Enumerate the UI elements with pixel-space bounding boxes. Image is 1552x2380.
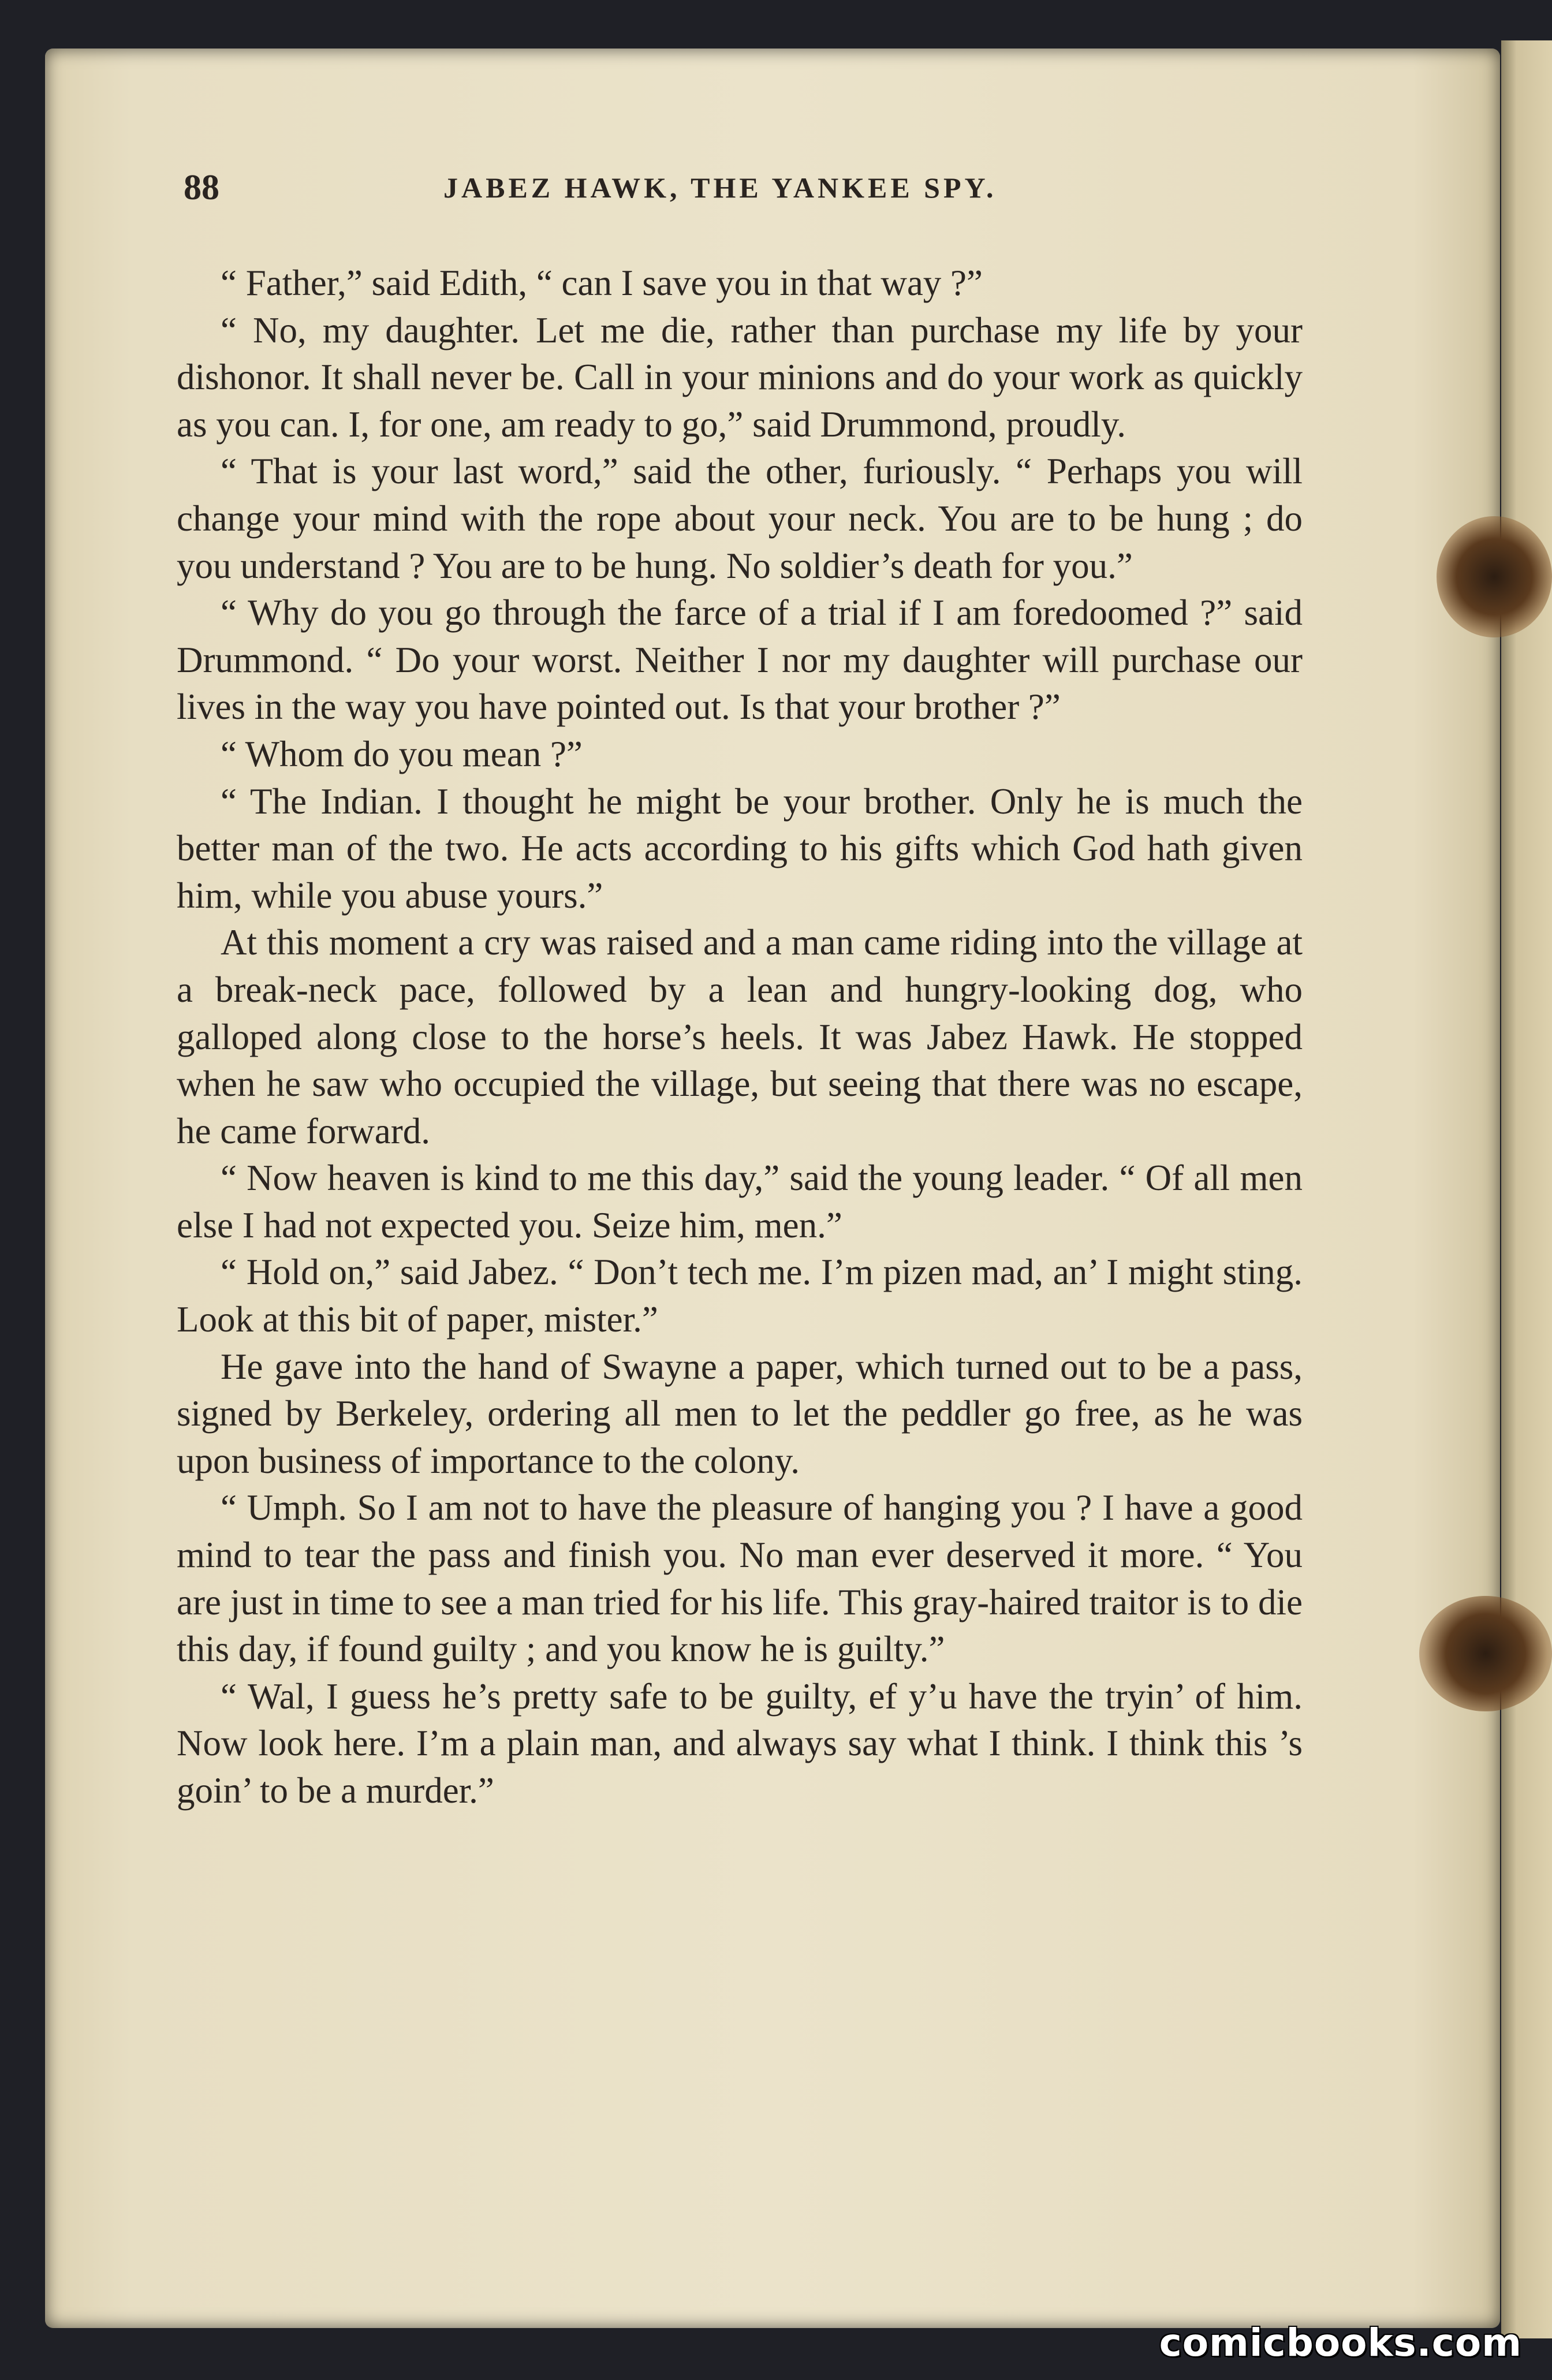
page-stain	[1437, 516, 1552, 637]
paragraph: “ Hold on,” said Jabez. “ Don’t tech me. I’m pizen mad, an’ I might sting. Look at this bit of paper, mister.”	[177, 1252, 1303, 1340]
adjacent-page-edge	[1501, 40, 1552, 2338]
page-stain	[1419, 1596, 1552, 1711]
body-text	[177, 260, 1303, 1815]
paragraph: At this moment a cry was raised and a man came riding into the village at a break-neck pace, followed by a lean and hungry-looking dog, who galloped along close to the horse’s heels. It was Jabez Hawk. He stopped when he saw who occupied the village, but seeing that there was no escape, he came forward.	[177, 922, 1303, 1151]
page-header	[184, 167, 1338, 219]
paragraph: “ The Indian. I thought he might be your brother. Only he is much the better man of the two. He acts according to his gifts which God hath given him, while you abuse yours.”	[177, 781, 1303, 916]
paragraph: “ Father,” said Edith, “ can I save you in that way ?”	[221, 263, 983, 303]
paragraph: “ No, my daughter. Let me die, rather than purchase my life by your dishonor. It shall never be. Call in your minions and do your work as quickly as you can. I, for one, am ready to go,” said Drummond, proudly.	[177, 309, 1303, 445]
running-title: JABEZ HAWK, THE YANKEE SPY.	[443, 171, 997, 204]
paragraph: “ Umph. So I am not to have the pleasure of hanging you ? I have a good mind to tear the pass and finish you. No man ever deserved it more. “ You are just in time to see a man tried for his life. This gray-haired traitor is to die this day, if found guilty ; and you know he is guilty.”	[177, 1487, 1303, 1670]
page-number: 88	[184, 168, 219, 207]
paragraph: “ Now heaven is kind to me this day,” said the young leader. “ Of all men else I had not expected you. Seize him, men.”	[177, 1158, 1303, 1245]
paragraph: “ Wal, I guess he’s pretty safe to be guilty, ef y’u have the tryin’ of him. Now look here. I’m a plain man, and always say what I think. I think this ’s goin’ to be a murder.”	[177, 1676, 1303, 1811]
watermark: comicbooks.com	[1159, 2321, 1522, 2365]
paragraph: He gave into the hand of Swayne a paper, which turned out to be a pass, signed by Berkeley, ordering all men to let the peddler go free, as he was upon business of importance to the colony.	[177, 1346, 1303, 1481]
paragraph: “ Whom do you mean ?”	[221, 733, 583, 774]
paragraph: “ That is your last word,” said the other, furiously. “ Perhaps you will change your mind with the rope about your neck. You are to be hung ; do you understand ? You are to be hung. No soldier’s death for you.”	[177, 451, 1303, 586]
paragraph: “ Why do you go through the farce of a trial if I am foredoomed ?” said Drummond. “ Do your worst. Neither I nor my daughter will purchase our lives in the way you have pointed out. Is that your brother ?”	[177, 592, 1303, 728]
